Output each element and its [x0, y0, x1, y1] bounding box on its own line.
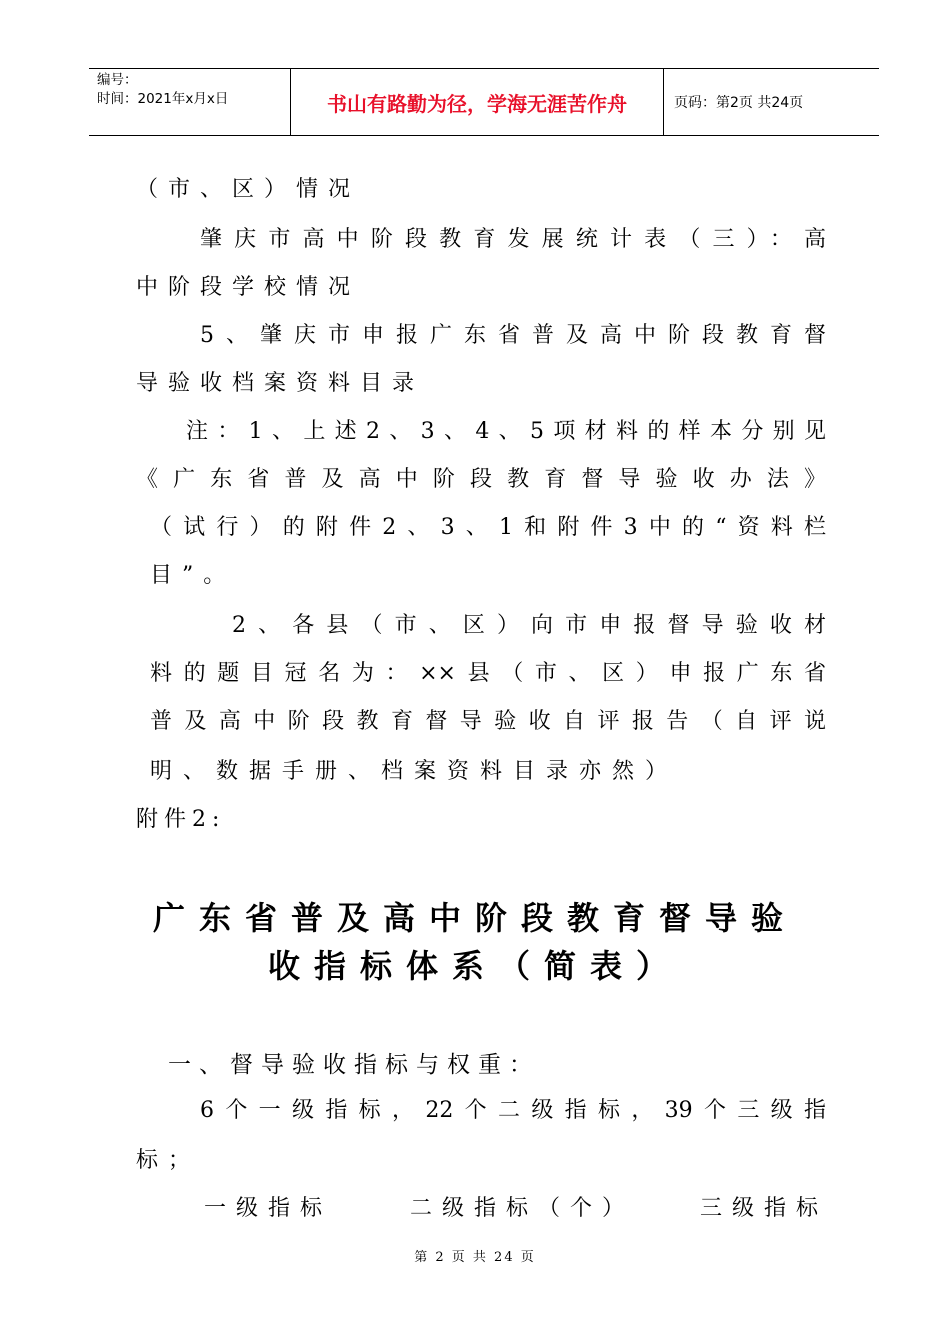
body-line-7: 《广东省普及高中阶段教育督导验收办法》	[136, 467, 826, 492]
page-header	[89, 68, 879, 136]
page-footer: 第 2 页 共 24 页	[414, 1250, 536, 1265]
body-line-13: 明、数据手册、档案资料目录亦然）	[150, 759, 679, 784]
body-line-4: 5、肇庆市申报广东省普及高中阶段教育督	[200, 323, 826, 348]
column-label-level2: 二级指标（个）	[410, 1196, 635, 1221]
time-label: 时间：2021年x月x日	[97, 91, 229, 107]
body-line-5: 导验收档案资料目录	[136, 371, 425, 396]
header-motto: 书山有路勤为径，学海无涯苦作舟	[291, 69, 664, 135]
column-label-level3: 三级指标	[700, 1196, 829, 1221]
body-line-11: 料的题目冠名为：××县（市、区）申报广东省	[150, 661, 826, 686]
header-meta	[89, 69, 291, 135]
body-line-1: （市、区）情况	[136, 177, 361, 202]
doc-title-line-1: 广东省普及高中阶段教育督导验	[152, 899, 797, 937]
section-line-2: 标；	[136, 1148, 201, 1173]
body-line-8: （试行）的附件2、3、1和附件3中的“资料栏	[150, 515, 826, 540]
header-page-info: 页码：第2页 共24页	[674, 95, 804, 111]
body-line-10: 2、各县（市、区）向市申报督导验收材	[232, 613, 826, 638]
body-line-2: 肇庆市高中阶段教育发展统计表（三）：高	[200, 227, 826, 252]
section-heading: 一、督导验收指标与权重：	[168, 1052, 540, 1078]
body-line-12: 普及高中阶段教育督导验收自评报告（自评说	[150, 709, 826, 734]
body-line-6: 注：1、上述2、3、4、5项材料的样本分别见	[186, 419, 826, 444]
column-label-level1: 一级指标	[204, 1196, 333, 1221]
section-line-1: 6个一级指标，22个二级指标，39个三级指	[200, 1098, 826, 1123]
body-line-3: 中阶段学校情况	[136, 275, 361, 300]
doc-title-line-2: 收指标体系（简表）	[267, 947, 682, 985]
body-line-9: 目”。	[150, 563, 236, 588]
attachment-label: 附件2:	[136, 807, 226, 832]
number-label: 编号：	[97, 72, 138, 88]
